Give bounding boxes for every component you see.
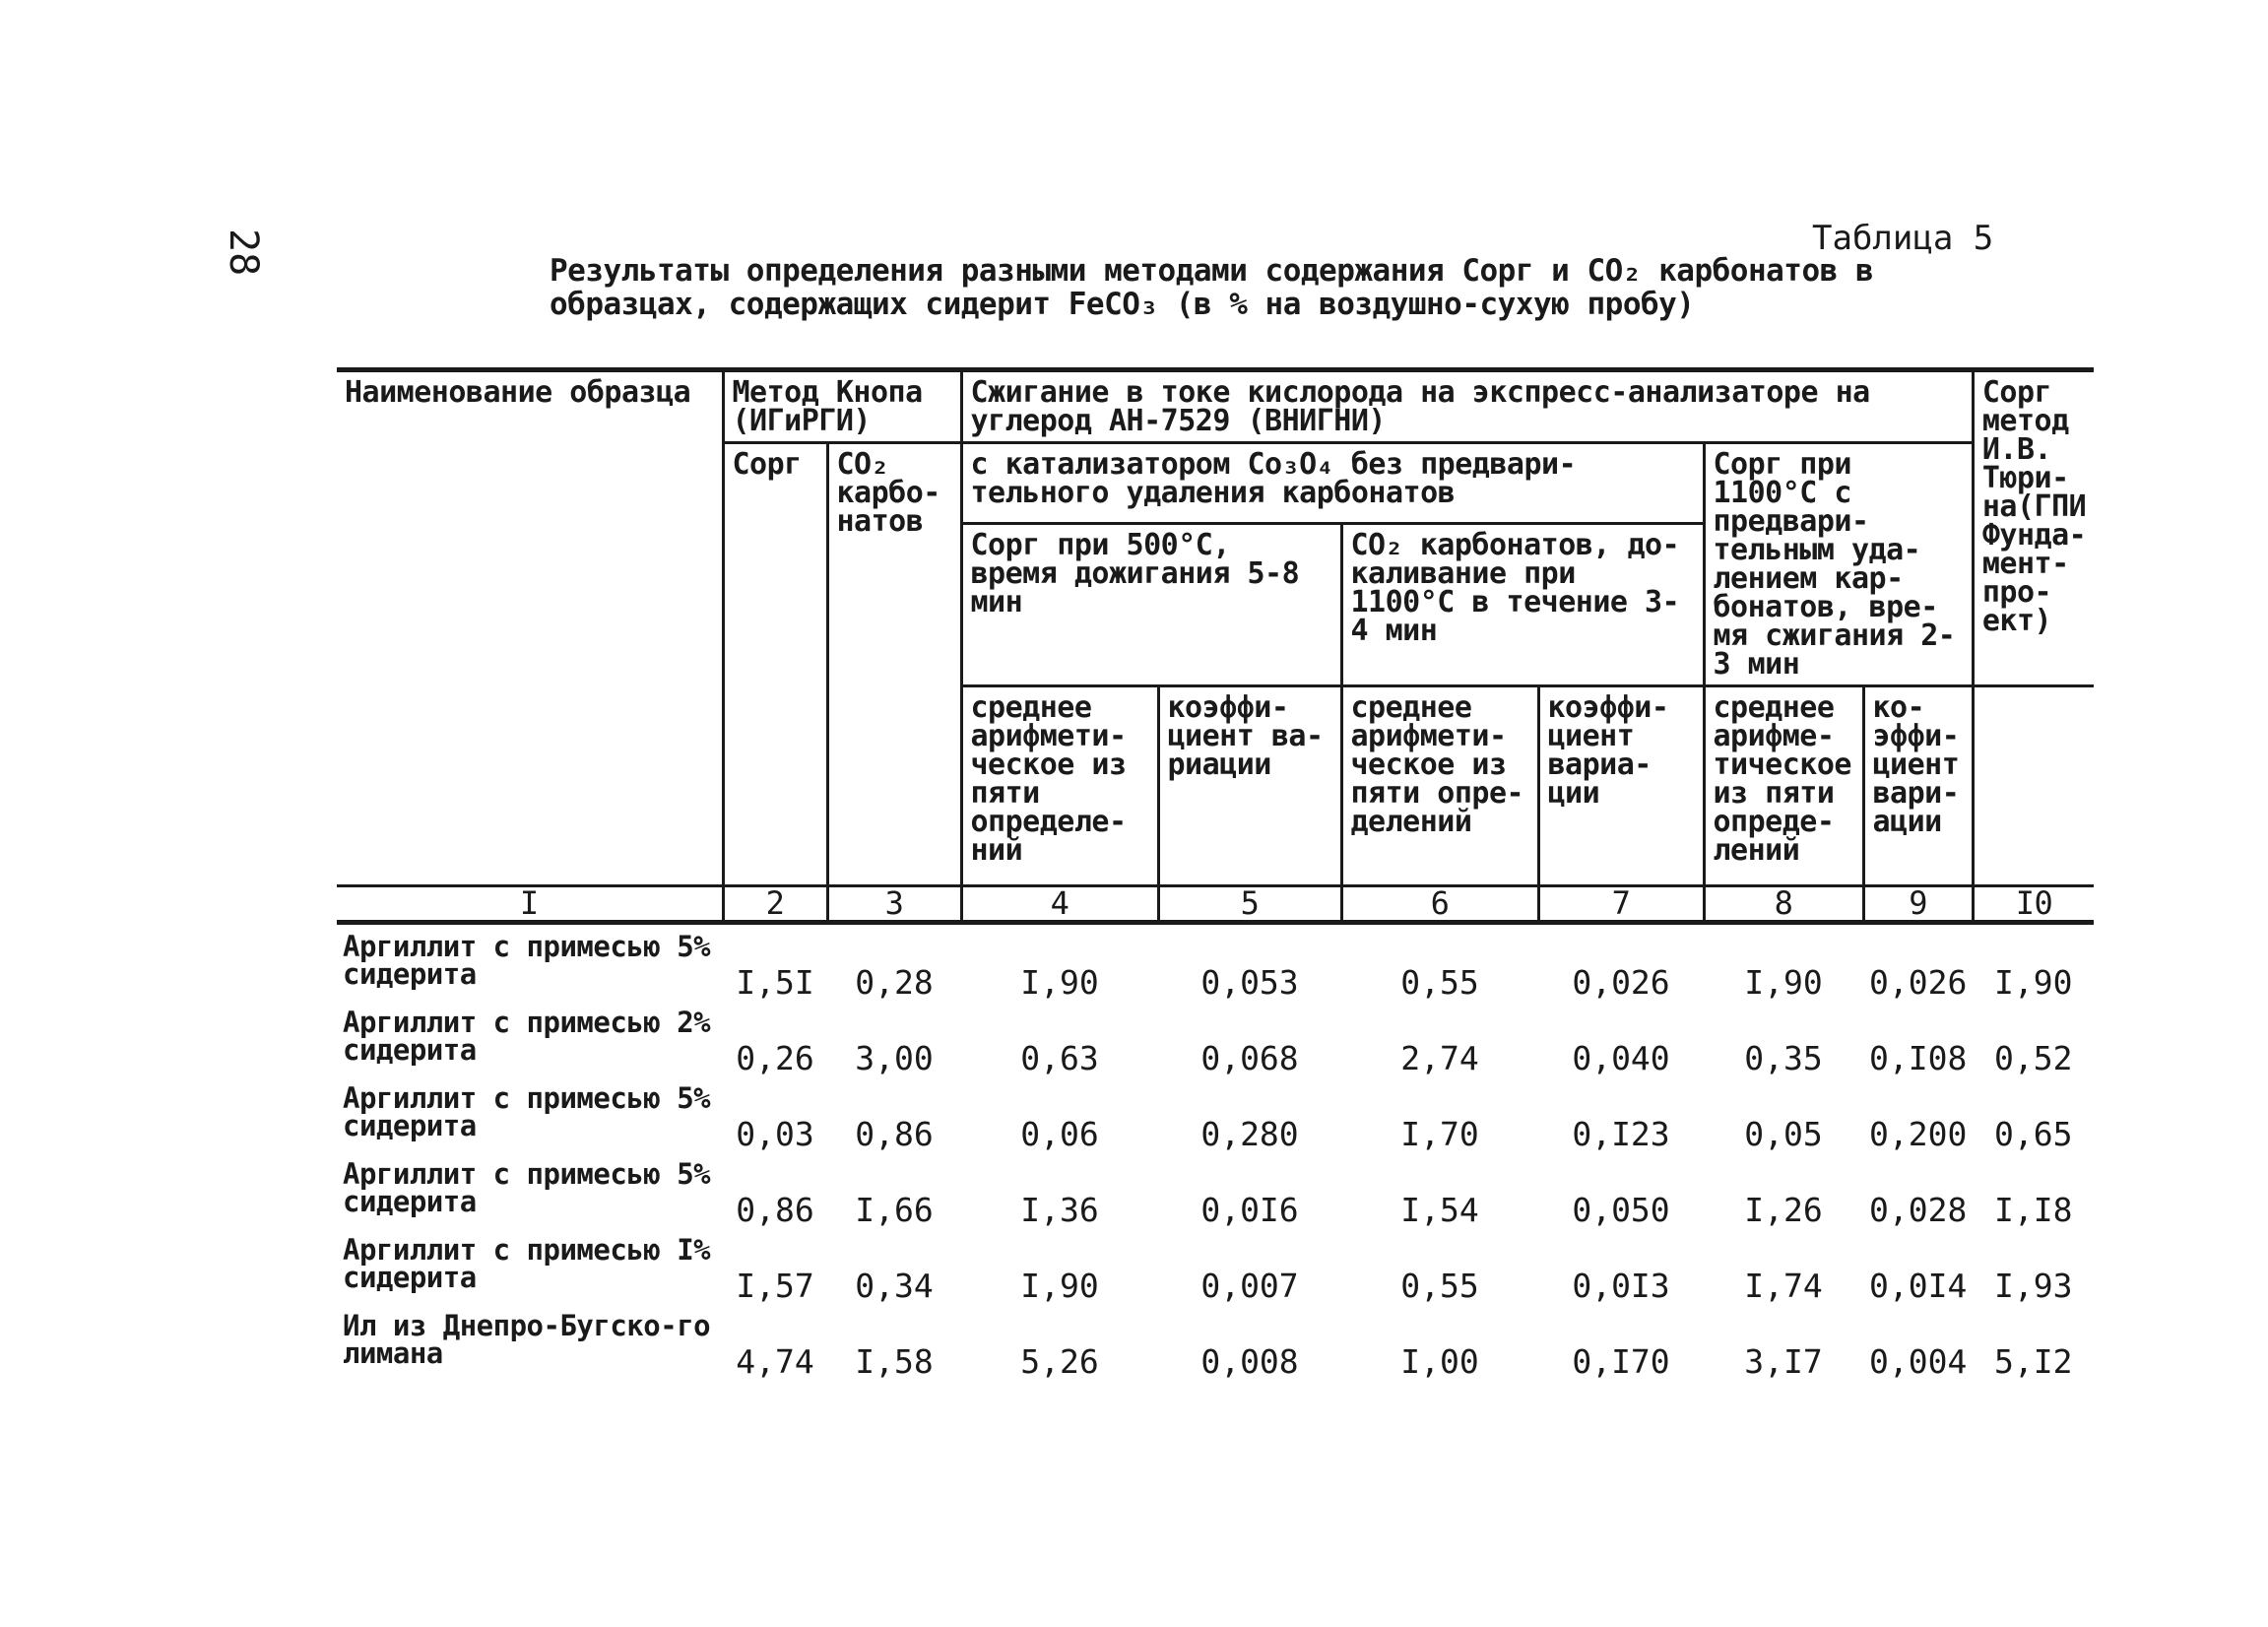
header-corg-1100: Cорг при 1100°C с предвари-тельным уда-лением кар-бонатов, вре-мя сжигания 2-3 мин [1704, 443, 1973, 686]
header-mean-b: среднее арифмети-ческое из пяти опре-делений [1341, 686, 1538, 886]
header-coef-c: ко-эффи-циент вари-ации [1863, 686, 1973, 886]
cell-knop-co2: 3,00 [855, 1039, 934, 1077]
cell-turin-corg: I,I8 [1994, 1191, 2073, 1229]
table-row [337, 1152, 2094, 1228]
cell-knop-corg: 0,26 [736, 1039, 814, 1077]
cell-coef-co2-1100: 0,I23 [1572, 1115, 1670, 1153]
header-knop-method: Метод Кнопа (ИГиРГИ) [723, 370, 961, 443]
cell-coef-corg-1100: 0,004 [1869, 1342, 1968, 1381]
cell-knop-co2: 0,28 [855, 963, 934, 1002]
cell-mean-corg-1100: 0,05 [1744, 1115, 1823, 1153]
cell-coef-corg-1100: 0,0I4 [1869, 1267, 1968, 1305]
table-row [337, 1304, 2094, 1380]
header-combustion: Сжигание в токе кислорода на экспресс-анализаторе на углерод АН-7529 (ВНИГНИ) [961, 370, 1973, 443]
header-mean-c: среднее арифме-тическое из пяти опреде-лений [1704, 686, 1863, 886]
column-number: 5 [1158, 886, 1341, 923]
cell-mean-corg-1100: 3,I7 [1744, 1342, 1823, 1381]
sample-name: Аргиллит с примесью 2% сидерита [343, 1006, 711, 1067]
table-row [337, 1228, 2094, 1304]
cell-knop-corg: I,5I [736, 963, 814, 1002]
sample-name: Аргиллит с примесью 5% сидерита [343, 1157, 711, 1218]
cell-mean-corg-500: I,90 [1020, 963, 1099, 1002]
cell-knop-corg: I,57 [736, 1267, 814, 1305]
cell-turin-corg: I,90 [1994, 963, 2073, 1002]
column-number: 3 [827, 886, 961, 923]
header-coef-a: коэффи-циент ва-риации [1158, 686, 1341, 886]
header-knop-corg: Cорг [723, 443, 827, 886]
results-table [337, 367, 2094, 1380]
sample-name: Аргиллит с примесью I% сидерита [343, 1233, 711, 1294]
column-number: 2 [723, 886, 827, 923]
column-number: 7 [1538, 886, 1704, 923]
cell-coef-co2-1100: 0,050 [1572, 1191, 1670, 1229]
cell-coef-co2-1100: 0,0I3 [1572, 1267, 1670, 1305]
cell-mean-corg-500: I,90 [1020, 1267, 1099, 1305]
cell-coef-corg-500: 0,068 [1200, 1039, 1299, 1077]
sample-name: Аргиллит с примесью 5% сидерита [343, 1081, 711, 1142]
cell-mean-corg-1100: 0,35 [1744, 1039, 1823, 1077]
header-sample-name: Наименование образца [337, 370, 723, 886]
header-knop-co2: CO₂ карбо-натов [827, 443, 961, 886]
header-mean-a: среднее арифмети-ческое из пяти определе-ний [961, 686, 1158, 886]
column-number: 6 [1341, 886, 1538, 923]
caption-line-1: Результаты определения разными методами содержания Cорг и CO₂ карбонатов в [550, 253, 1874, 289]
cell-coef-co2-1100: 0,040 [1572, 1039, 1670, 1077]
cell-mean-corg-500: 0,06 [1020, 1115, 1099, 1153]
cell-mean-corg-1100: I,90 [1744, 963, 1823, 1002]
cell-knop-corg: 0,03 [736, 1115, 814, 1153]
cell-turin-corg: I,93 [1994, 1267, 2073, 1305]
cell-knop-corg: 0,86 [736, 1191, 814, 1229]
column-number: 9 [1863, 886, 1973, 923]
header-corg-500: Cорг при 500°C, время дожигания 5-8 мин [961, 524, 1341, 686]
cell-mean-co2-1100: I,00 [1400, 1342, 1479, 1381]
cell-coef-corg-500: 0,007 [1200, 1267, 1299, 1305]
table-caption [550, 254, 2007, 321]
caption-line-2: образцах, содержащих сидерит FeCO₃ (в % на воздушно-сухую пробу) [550, 287, 1695, 322]
cell-coef-corg-500: 0,053 [1200, 963, 1299, 1002]
cell-coef-corg-1100: 0,I08 [1869, 1039, 1968, 1077]
cell-turin-corg: 0,65 [1994, 1115, 2073, 1153]
column-number: I0 [1973, 886, 2094, 923]
header-turin-method: Cорг метод И.В. Тюри-на(ГПИ Фунда-мент-про-ект) [1973, 370, 2094, 686]
cell-coef-corg-500: 0,0I6 [1200, 1191, 1299, 1229]
table-row [337, 923, 2094, 1002]
cell-mean-co2-1100: 0,55 [1400, 1267, 1479, 1305]
cell-coef-co2-1100: 0,I70 [1572, 1342, 1670, 1381]
table-row [337, 1001, 2094, 1076]
cell-knop-co2: 0,86 [855, 1115, 934, 1153]
cell-coef-corg-1100: 0,200 [1869, 1115, 1968, 1153]
cell-mean-corg-1100: I,26 [1744, 1191, 1823, 1229]
cell-coef-co2-1100: 0,026 [1572, 963, 1670, 1002]
cell-coef-corg-500: 0,280 [1200, 1115, 1299, 1153]
header-catalyst: с катализатором Co₃O₄ без предвари-тельного удаления карбонатов [961, 443, 1704, 524]
column-number: 8 [1704, 886, 1863, 923]
column-number: 4 [961, 886, 1158, 923]
cell-coef-corg-1100: 0,028 [1869, 1191, 1968, 1229]
cell-knop-co2: I,66 [855, 1191, 934, 1229]
column-number: I [337, 886, 723, 923]
cell-mean-corg-500: 5,26 [1020, 1342, 1099, 1381]
cell-mean-co2-1100: I,70 [1400, 1115, 1479, 1153]
table-row [337, 1076, 2094, 1152]
cell-coef-corg-500: 0,008 [1200, 1342, 1299, 1381]
cell-knop-co2: I,58 [855, 1342, 934, 1381]
cell-turin-corg: 5,I2 [1994, 1342, 2073, 1381]
cell-mean-corg-1100: I,74 [1744, 1267, 1823, 1305]
cell-mean-co2-1100: I,54 [1400, 1191, 1479, 1229]
cell-mean-corg-500: 0,63 [1020, 1039, 1099, 1077]
page-number: 28 [221, 228, 266, 277]
cell-mean-co2-1100: 2,74 [1400, 1039, 1479, 1077]
cell-turin-corg: 0,52 [1994, 1039, 2073, 1077]
header-co2-1100: CO₂ карбонатов, до-каливание при 1100°C в течение 3-4 мин [1341, 524, 1704, 686]
cell-knop-co2: 0,34 [855, 1267, 934, 1305]
cell-mean-corg-500: I,36 [1020, 1191, 1099, 1229]
cell-knop-corg: 4,74 [736, 1342, 814, 1381]
sample-name: Ил из Днепро-Бугско-го лимана [343, 1309, 711, 1370]
cell-coef-corg-1100: 0,026 [1869, 963, 1968, 1002]
header-turin-blank [1973, 686, 2094, 886]
header-coef-b: коэффи-циент вариа-ции [1538, 686, 1704, 886]
sample-name: Аргиллит с примесью 5% сидерита [343, 930, 711, 991]
table-label: Таблица 5 [1812, 219, 1994, 258]
cell-mean-co2-1100: 0,55 [1400, 963, 1479, 1002]
